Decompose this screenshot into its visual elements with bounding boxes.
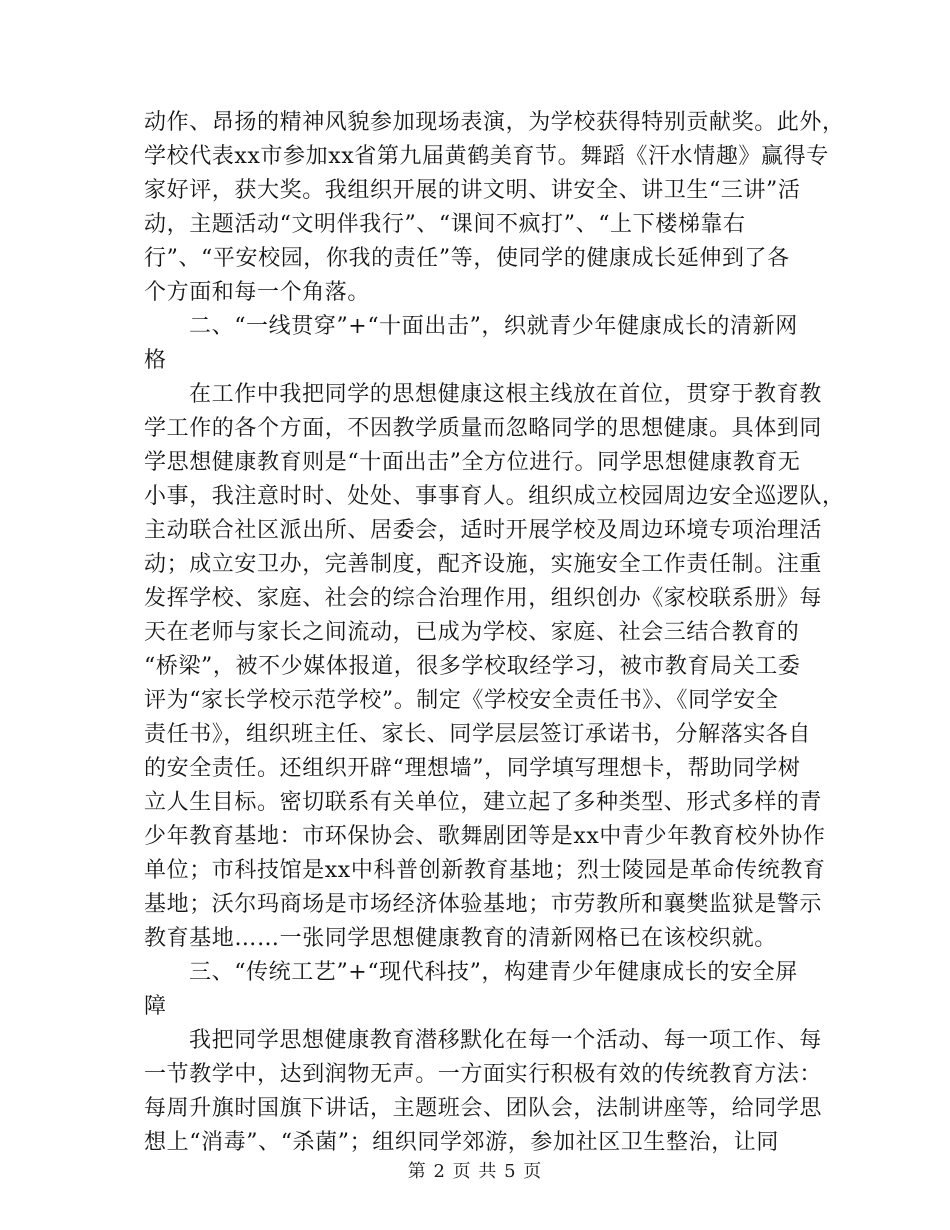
body-line: 每周升旗时国旗下讲话，主题班会、团队会，法制讲座等，给同学思 <box>144 1096 823 1121</box>
body-line: 家好评，获大奖。我组织开展的讲文明、讲安全、讲卫生“三讲”活 <box>144 178 801 203</box>
body-line: 小事，我注意时时、处处、事事育人。组织成立校园周边安全巡逻队， <box>144 484 845 509</box>
body-line: 在工作中我把同学的思想健康这根主线放在首位，贯穿于教育教 <box>189 382 822 407</box>
body-line: 单位；市科技馆是xx中科普创新教育基地；烈士陵园是革命传统教育 <box>144 858 826 883</box>
body-line: 我把同学思想健康教育潜移默化在每一个活动、每一项工作、每 <box>189 1028 822 1053</box>
page-footer: 第 2 页 共 5 页 <box>407 1161 543 1182</box>
body-line: 想上“消毒”、“杀菌”；组织同学郊游，参加社区卫生整治，让同 <box>144 1130 779 1155</box>
body-line: 学校代表xx市参加xx省第九届黄鹤美育节。舞蹈《汗水情趣》赢得专 <box>144 144 829 169</box>
body-line: 立人生目标。密切联系有关单位，建立起了多种类型、形式多样的青 <box>144 790 823 815</box>
body-line: 基地；沃尔玛商场是市场经济体验基地；市劳教所和襄樊监狱是警示 <box>144 892 823 917</box>
section-heading: 三、“传统工艺”+“现代科技”，构建青少年健康成长的安全屏 <box>189 960 798 985</box>
body-line: 责任书》，组织班主任、家长、同学层层签订承诺书，分解落实各自 <box>144 722 812 747</box>
body-line: 动作、昂扬的精神风貌参加现场表演，为学校获得特别贡献奖。此外， <box>144 110 845 135</box>
section-heading: 障 <box>144 994 167 1019</box>
body-line: 少年教育基地：市环保协会、歌舞剧团等是xx中青少年教育校外协作 <box>144 824 826 849</box>
section-heading: 格 <box>144 348 167 373</box>
body-line: 学工作的各个方面，不因教学质量而忽略同学的思想健康。具体到同 <box>144 416 823 441</box>
body-line: 动，主题活动“文明伴我行”、“课间不疯打”、“上下楼梯靠右 <box>144 212 746 237</box>
body-line: 学思想健康教育则是“十面出击”全方位进行。同学思想健康教育无 <box>144 450 801 475</box>
body-line: 发挥学校、家庭、社会的综合治理作用，组织创办《家校联系册》每 <box>144 586 823 611</box>
body-line: “桥梁”，被不少媒体报道，很多学校取经学习，被市教育局关工委 <box>144 654 801 679</box>
body-line: 动；成立安卫办，完善制度，配齐设施，实施安全工作责任制。注重 <box>144 552 823 577</box>
section-heading: 二、“一线贯穿”+“十面出击”，织就青少年健康成长的清新网 <box>189 314 798 339</box>
body-line: 个方面和每一个角落。 <box>144 280 371 305</box>
body-line: 行”、“平安校园，你我的责任”等，使同学的健康成长延伸到了各 <box>144 246 790 271</box>
body-line: 教育基地……一张同学思想健康教育的清新网格已在该校织就。 <box>144 926 777 951</box>
body-line: 的安全责任。还组织开辟“理想墙”，同学填写理想卡，帮助同学树 <box>144 756 801 781</box>
body-line: 天在老师与家长之间流动，已成为学校、家庭、社会三结合教育的 <box>144 620 800 645</box>
body-line: 评为“家长学校示范学校”。制定《学校安全责任书》、《同学安全 <box>144 688 779 713</box>
body-line: 一节教学中，达到润物无声。一方面实行积极有效的传统教育方法： <box>144 1062 823 1087</box>
body-line: 主动联合社区派出所、居委会，适时开展学校及周边环境专项治理活 <box>144 518 823 543</box>
